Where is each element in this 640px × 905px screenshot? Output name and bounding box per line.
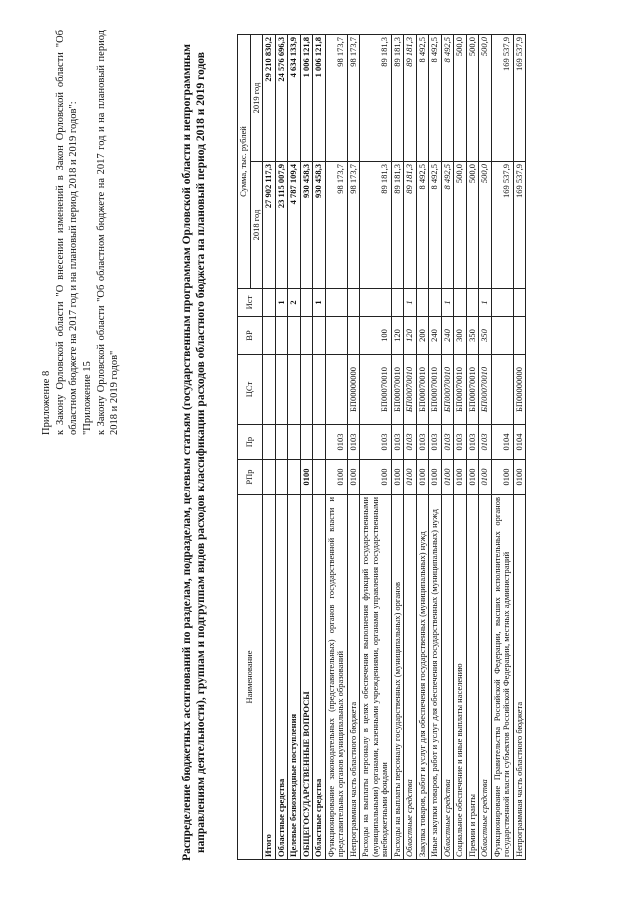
row-rpr-cell: [288, 460, 301, 495]
row-2018-cell: 89 181,3: [391, 162, 404, 289]
row-ist-cell: [454, 289, 467, 317]
row-rpr-cell: 0100: [391, 460, 404, 495]
row-cst-cell: БП00070010: [441, 355, 454, 425]
row-2018-cell: 169 537,9: [491, 162, 513, 289]
row-vr-cell: [288, 317, 301, 355]
appendix-original-number: "Приложение 15: [82, 361, 93, 435]
row-pr-cell: [313, 425, 326, 460]
row-ist-cell: 1: [275, 289, 288, 317]
row-rpr-cell: 0100: [429, 460, 442, 495]
row-rpr-cell: 0100: [347, 460, 360, 495]
row-ist-cell: [491, 289, 513, 317]
row-cst-cell: БП00070010: [416, 355, 429, 425]
row-cst-cell: [313, 355, 326, 425]
table-body: [263, 35, 526, 860]
row-rpr-cell: 0100: [325, 460, 347, 495]
row-2018-cell: 8 492,5: [416, 162, 429, 289]
row-cst-cell: БП00000000: [347, 355, 360, 425]
row-2018-cell: 4 787 109,4: [288, 162, 301, 289]
header-rpr: РПр: [238, 460, 263, 495]
table-row: [404, 35, 417, 860]
row-name-cell: Премии и гранты: [466, 495, 479, 860]
row-name-cell: Расходы на выплаты персоналу государственных (муниципальных) органов: [391, 495, 404, 860]
table-row: [479, 35, 492, 860]
header-ist: Ист: [238, 289, 263, 317]
table-row: [313, 35, 326, 860]
row-ist-cell: [325, 289, 347, 317]
row-cst-cell: БП00070010: [454, 355, 467, 425]
row-pr-cell: 0103: [360, 425, 392, 460]
row-pr-cell: 0103: [391, 425, 404, 460]
appendix-original-reference: к Закону Орловской области "Об областном бюджете на 2017 год и на плановый период 2018 и 2019 годов": [96, 30, 120, 435]
row-cst-cell: БП00070010: [391, 355, 404, 425]
row-vr-cell: [263, 317, 276, 355]
row-cst-cell: [300, 355, 313, 425]
row-2018-cell: 8 492,5: [429, 162, 442, 289]
row-pr-cell: [300, 425, 313, 460]
row-2019-cell: 24 576 696,3: [275, 35, 288, 162]
row-cst-cell: БП00070010: [360, 355, 392, 425]
row-2019-cell: 169 537,9: [491, 35, 513, 162]
row-rpr-cell: 0100: [441, 460, 454, 495]
row-cst-cell: БП00070010: [479, 355, 492, 425]
table-header: [238, 35, 263, 860]
row-pr-cell: [275, 425, 288, 460]
row-pr-cell: [288, 425, 301, 460]
row-name-cell: Расходы на выплаты персоналу в целях обеспечения выполнения функций государственными (муниципальными) органами, казенными учреждениями, органами управления государственными внебюджетными фондами: [360, 495, 392, 860]
row-cst-cell: БП00070010: [466, 355, 479, 425]
row-ist-cell: 1: [479, 289, 492, 317]
row-2018-cell: 23 115 007,9: [275, 162, 288, 289]
row-vr-cell: [313, 317, 326, 355]
row-pr-cell: 0103: [347, 425, 360, 460]
table-row: [347, 35, 360, 860]
row-2018-cell: 8 492,5: [441, 162, 454, 289]
row-pr-cell: 0104: [491, 425, 513, 460]
row-pr-cell: 0103: [441, 425, 454, 460]
row-cst-cell: БП00070010: [404, 355, 417, 425]
table-row: [429, 35, 442, 860]
row-name-cell: Областные средства: [404, 495, 417, 860]
row-2018-cell: 98 173,7: [325, 162, 347, 289]
row-cst-cell: БП00000000: [513, 355, 526, 425]
row-cst-cell: [288, 355, 301, 425]
appendix-number: Приложение 8: [41, 370, 52, 435]
row-rpr-cell: 0100: [513, 460, 526, 495]
header-cst: ЦСт: [238, 355, 263, 425]
row-vr-cell: [300, 317, 313, 355]
row-rpr-cell: 0100: [491, 460, 513, 495]
row-pr-cell: 0103: [479, 425, 492, 460]
row-ist-cell: [391, 289, 404, 317]
row-pr-cell: 0103: [429, 425, 442, 460]
row-cst-cell: [275, 355, 288, 425]
row-vr-cell: [491, 317, 513, 355]
header-2019: 2019 год: [250, 35, 263, 162]
row-cst-cell: БП00070010: [429, 355, 442, 425]
row-vr-cell: 100: [360, 317, 392, 355]
budget-table: [237, 34, 526, 860]
row-rpr-cell: 0100: [416, 460, 429, 495]
row-2019-cell: 89 181,3: [404, 35, 417, 162]
row-rpr-cell: [275, 460, 288, 495]
row-vr-cell: [513, 317, 526, 355]
row-ist-cell: [360, 289, 392, 317]
row-ist-cell: [347, 289, 360, 317]
row-rpr-cell: 0100: [360, 460, 392, 495]
document-title: Распределение бюджетных ассигнований по разделам, подразделам, целевым статьям (государственным программам Орловской области и непрограммным направлениям деятельности), группам и подгруппам видов расходов классификации расходов областного бюджета на плановый период 2018 и 2019 годов: [181, 44, 207, 861]
row-name-cell: Непрограммная часть областного бюджета: [347, 495, 360, 860]
row-2019-cell: 8 492,5: [416, 35, 429, 162]
row-2019-cell: 500,0: [479, 35, 492, 162]
row-ist-cell: [300, 289, 313, 317]
row-ist-cell: 1: [441, 289, 454, 317]
row-rpr-cell: 0100: [479, 460, 492, 495]
row-pr-cell: 0103: [416, 425, 429, 460]
row-pr-cell: 0103: [325, 425, 347, 460]
row-pr-cell: 0103: [454, 425, 467, 460]
row-name-cell: Функционирование Правительства Российской Федерации, высших исполнительных органов государственной власти субъектов Российской Федерации, местных администраций: [491, 495, 513, 860]
row-pr-cell: [263, 425, 276, 460]
row-name-cell: Областные средства: [479, 495, 492, 860]
row-rpr-cell: 0100: [466, 460, 479, 495]
table-row: [491, 35, 513, 860]
row-2018-cell: 89 181,3: [404, 162, 417, 289]
row-ist-cell: [513, 289, 526, 317]
table-row: [466, 35, 479, 860]
row-2018-cell: 98 173,7: [347, 162, 360, 289]
row-rpr-cell: 0100: [454, 460, 467, 495]
header-vr: ВР: [238, 317, 263, 355]
row-name-cell: Областные средства: [275, 495, 288, 860]
row-cst-cell: [263, 355, 276, 425]
row-vr-cell: [325, 317, 347, 355]
row-2019-cell: 8 492,5: [429, 35, 442, 162]
row-vr-cell: 350: [479, 317, 492, 355]
row-2019-cell: 1 006 121,8: [300, 35, 313, 162]
appendix-block: [40, 30, 122, 435]
row-rpr-cell: [313, 460, 326, 495]
table-row: [263, 35, 276, 860]
row-2019-cell: 4 634 133,9: [288, 35, 301, 162]
row-vr-cell: 300: [454, 317, 467, 355]
row-2019-cell: 89 181,3: [391, 35, 404, 162]
row-2018-cell: 500,0: [466, 162, 479, 289]
row-name-cell: Иные закупки товаров, работ и услуг для обеспечения государственных (муниципальных) нужд: [429, 495, 442, 860]
row-pr-cell: 0103: [404, 425, 417, 460]
row-vr-cell: 120: [404, 317, 417, 355]
row-name-cell: Социальное обеспечение и иные выплаты населению: [454, 495, 467, 860]
row-vr-cell: 200: [416, 317, 429, 355]
row-rpr-cell: [263, 460, 276, 495]
row-name-cell: Итого: [263, 495, 276, 860]
row-2019-cell: 98 173,7: [347, 35, 360, 162]
row-vr-cell: [347, 317, 360, 355]
row-ist-cell: 1: [404, 289, 417, 317]
row-2018-cell: 500,0: [479, 162, 492, 289]
row-vr-cell: 350: [466, 317, 479, 355]
row-name-cell: Целевые безвозмездные поступления: [288, 495, 301, 860]
row-2019-cell: 169 537,9: [513, 35, 526, 162]
row-vr-cell: 120: [391, 317, 404, 355]
row-2019-cell: 89 181,3: [360, 35, 392, 162]
row-2019-cell: 1 006 121,8: [313, 35, 326, 162]
row-ist-cell: [466, 289, 479, 317]
table-row: [441, 35, 454, 860]
row-ist-cell: 1: [313, 289, 326, 317]
row-2019-cell: 29 210 830,2: [263, 35, 276, 162]
row-2018-cell: 27 902 117,3: [263, 162, 276, 289]
row-ist-cell: [263, 289, 276, 317]
row-vr-cell: 240: [441, 317, 454, 355]
row-pr-cell: 0103: [466, 425, 479, 460]
row-ist-cell: 2: [288, 289, 301, 317]
table-row: [275, 35, 288, 860]
row-2019-cell: 500,0: [454, 35, 467, 162]
table-row: [360, 35, 392, 860]
row-2018-cell: 930 458,3: [313, 162, 326, 289]
table-row: [325, 35, 347, 860]
table-row: [391, 35, 404, 860]
appendix-law-reference: к Закону Орловской области "О внесении изменений в Закон Орловской области "Об областном бюджете на 2017 год и на плановый период 2018 и 2019 годов":: [55, 30, 79, 435]
row-name-cell: ОБЩЕГОСУДАРСТВЕННЫЕ ВОПРОСЫ: [300, 495, 313, 860]
row-vr-cell: [275, 317, 288, 355]
table-row: [416, 35, 429, 860]
header-2018: 2018 год: [250, 162, 263, 289]
table-row: [513, 35, 526, 860]
row-ist-cell: [429, 289, 442, 317]
table-row: [454, 35, 467, 860]
row-pr-cell: 0104: [513, 425, 526, 460]
row-2018-cell: 500,0: [454, 162, 467, 289]
row-2018-cell: 169 537,9: [513, 162, 526, 289]
header-name: Наименование: [238, 495, 263, 860]
row-vr-cell: 240: [429, 317, 442, 355]
row-ist-cell: [416, 289, 429, 317]
row-name-cell: Областные средства: [441, 495, 454, 860]
row-name-cell: Закупка товаров, работ и услуг для обеспечения государственных (муниципальных) нужд: [416, 495, 429, 860]
row-cst-cell: [491, 355, 513, 425]
row-rpr-cell: 0100: [300, 460, 313, 495]
row-2018-cell: 89 181,3: [360, 162, 392, 289]
row-2019-cell: 8 492,5: [441, 35, 454, 162]
table-row: [300, 35, 313, 860]
row-name-cell: Непрограммная часть областного бюджета: [513, 495, 526, 860]
row-2018-cell: 930 458,3: [300, 162, 313, 289]
row-2019-cell: 500,0: [466, 35, 479, 162]
header-pr: Пр: [238, 425, 263, 460]
row-2019-cell: 98 173,7: [325, 35, 347, 162]
row-name-cell: Областные средства: [313, 495, 326, 860]
row-name-cell: Функционирование законодательных (представительных) органов государственной власти и представительных органов муниципальных образований: [325, 495, 347, 860]
row-cst-cell: [325, 355, 347, 425]
header-sum: Сумма, тыс. рублей: [238, 35, 251, 289]
row-rpr-cell: 0100: [404, 460, 417, 495]
table-row: [288, 35, 301, 860]
